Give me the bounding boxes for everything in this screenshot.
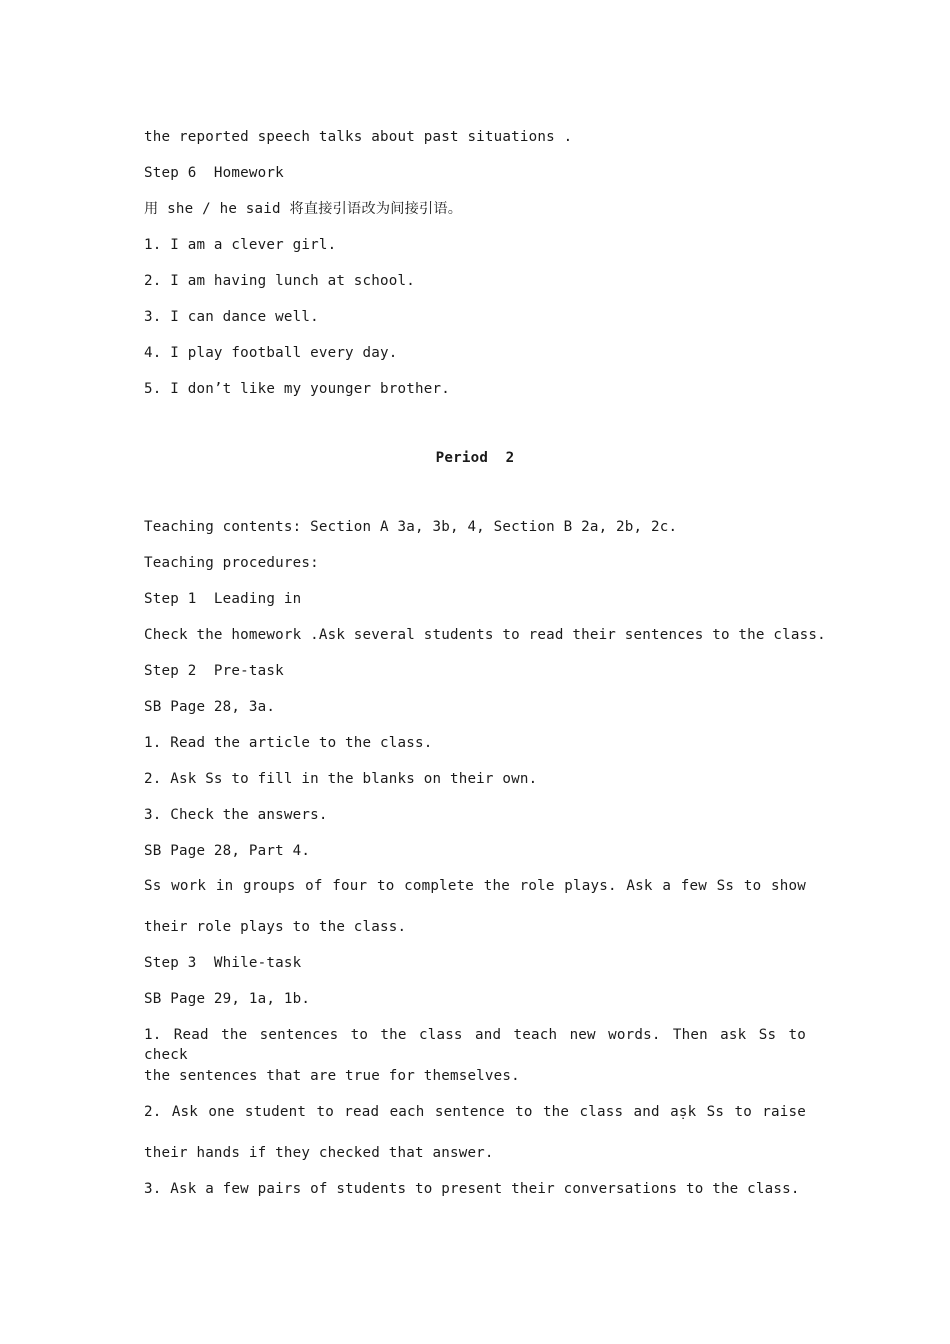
text-line: Teaching contents: Section A 3a, 3b, 4, Section B 2a, 2b, 2c. xyxy=(144,519,678,535)
list-item: 2. Ask one student to read each sentence to the class and aṣk Ss to raise xyxy=(144,1104,806,1120)
step-heading: Step 2 Pre-task xyxy=(144,663,284,679)
list-item: 1. Read the sentences to the class and teach new words. Then ask Ss to check xyxy=(144,1027,806,1063)
period-heading: Period 2 xyxy=(435,450,515,466)
text-line: SB Page 28, Part 4. xyxy=(144,843,311,859)
list-item: 4. I play football every day. xyxy=(144,345,398,361)
list-item: 2. I am having lunch at school. xyxy=(144,273,415,289)
text-line: SB Page 28, 3a. xyxy=(144,699,276,715)
paragraph-line: their role plays to the class. xyxy=(144,919,407,935)
list-item: 3. Ask a few pairs of students to present their conversations to the class. xyxy=(144,1181,800,1197)
paragraph-line: Ss work in groups of four to complete the role plays. Ask a few Ss to show xyxy=(144,878,806,894)
text-line: the reported speech talks about past situations . xyxy=(144,129,573,145)
text-line: SB Page 29, 1a, 1b. xyxy=(144,991,311,1007)
list-item: 5. I don’t like my younger brother. xyxy=(144,381,450,397)
list-item: 1. I am a clever girl. xyxy=(144,237,337,253)
text-line: Teaching procedures: xyxy=(144,555,319,571)
text-line: Check the homework .Ask several students to read their sentences to the class. xyxy=(144,627,826,643)
paragraph-line: the sentences that are true for themselves. xyxy=(144,1068,520,1084)
paragraph-line: their hands if they checked that answer. xyxy=(144,1145,494,1161)
text-line: 用 she / he said 将直接引语改为间接引语。 xyxy=(144,201,463,217)
list-item: 1. Read the article to the class. xyxy=(144,735,433,751)
step-heading: Step 6 Homework xyxy=(144,165,284,181)
list-item: 3. I can dance well. xyxy=(144,309,319,325)
step-heading: Step 3 While-task xyxy=(144,955,302,971)
list-item: 2. Ask Ss to fill in the blanks on their own. xyxy=(144,771,538,787)
step-heading: Step 1 Leading in xyxy=(144,591,302,607)
list-item: 3. Check the answers. xyxy=(144,807,328,823)
